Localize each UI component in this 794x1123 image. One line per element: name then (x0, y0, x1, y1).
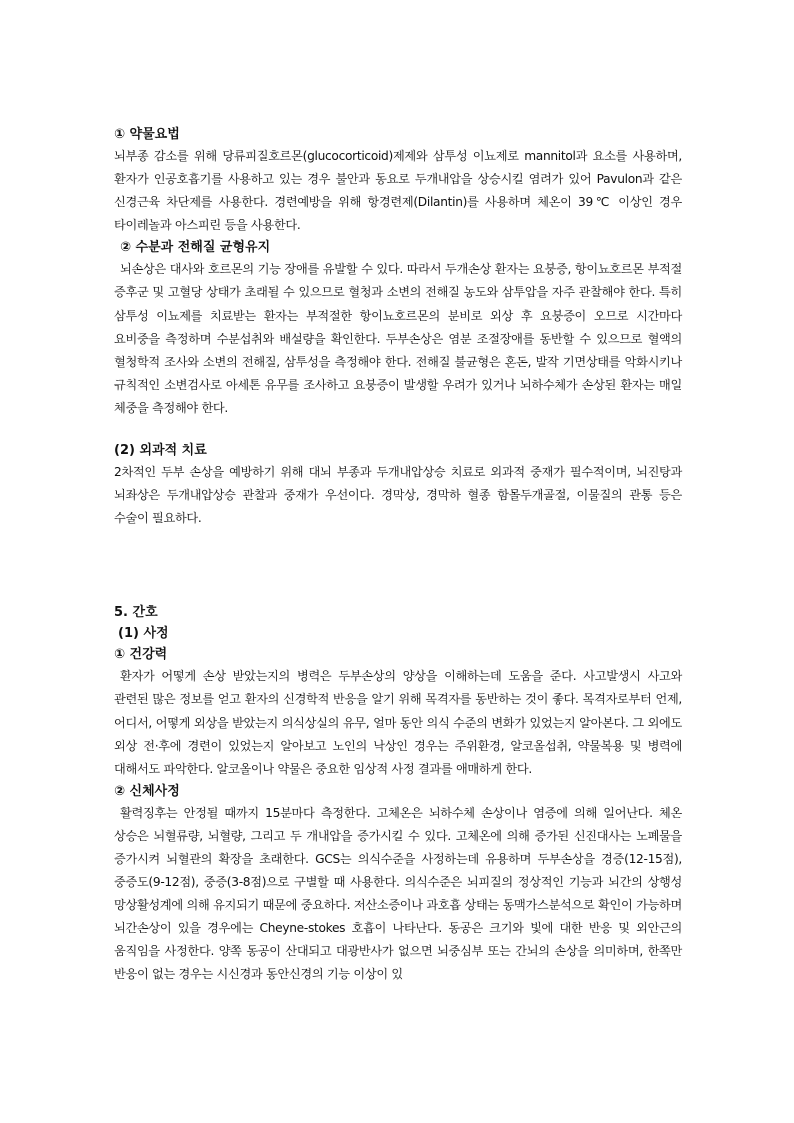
paragraph-health-history: 환자가 어떻게 손상 받았는지의 병력은 두부손상의 양상을 이해하는데 도움을 준다. 사고발생시 사고와 관련된 많은 정보를 얻고 환자의 신경학적 반응을 알기 위해 목격자를 동반하는 것이 좋다. 목격자로부터 언제, 어디서, 어떻게 외상을 받았는지 의식상실의 유무, 얼마 동안 의식 수준의 변화가 있었는지 알아본다. 그 외에도 외상 전·후에 경련이 있었는지 알아보고 노인의 낙상인 경우는 주위환경, 알코올섭취, 약물복용 및 병력에 대해서도 파악한다. 알코올이나 약물은 중요한 임상적 사정 결과를 애매하게 한다. (114, 669, 682, 776)
item-heading-health-history: ① 건강력 (114, 647, 168, 663)
section-heading-nursing: 5. 간호 (114, 605, 158, 621)
section-heading-surgical-treatment: (2) 외과적 치료 (114, 443, 207, 459)
item-heading-physical-assessment: ② 신체사정 (114, 783, 180, 799)
section-heading-fluid-electrolyte: ② 수분과 전해질 균형유지 (120, 240, 271, 256)
document-page (114, 124, 682, 987)
paragraph-fluid-electrolyte: 뇌손상은 대사와 호르몬의 기능 장애를 유발할 수 있다. 따라서 두개손상 환자는 요붕증, 항이뇨호르몬 부적절 증후군 및 고혈당 상태가 초래될 수 있으므로 혈청과 소변의 전해질 농도와 삼투압을 자주 관찰해야 한다. 특히 삼투성 이뇨제를 치료받는 환자는 부적절한 항이뇨호르몬의 분비로 외상 후 요붕증이 오므로 시간마다 요비중을 측정하며 수분섭취와 배설량을 확인한다. 두부손상은 염분 조절장애를 동반할 수 있으므로 혈액의 혈청학적 조사와 소변의 전해질, 삼투성을 측정해야 한다. 전해질 불균형은 혼돈, 발작 기면상태를 악화시키나 규칙적인 소변검사로 아세톤 유무를 조사하고 요붕증이 발생할 우려가 있거나 뇌하수체가 손상된 환자는 매일 체중을 측정해야 한다. (114, 262, 682, 415)
section-heading-drug-therapy: ① 약물요법 (114, 127, 180, 142)
paragraph-drug-therapy: 뇌부종 감소를 위해 당류피질호르몬(glucocorticoid)제제와 삼투성 이뇨제로 mannitol과 요소를 사용하며, 환자가 인공호흡기를 사용하고 있는 경우 불안과 동요로 두개내압을 상승시킬 염려가 있어 Pavulon과 같은 신경근육 차단제를 사용한다. 경련예방을 위해 항경련제(Dilantin)를 사용하며 체온이 39℃ 이상인 경우 타이레놀과 아스피린 등을 사용한다. (114, 149, 682, 233)
paragraph-surgical-treatment: 2차적인 두부 손상을 예방하기 위해 대뇌 부종과 두개내압상승 치료로 외과적 중재가 필수적이며, 뇌진탕과 뇌좌상은 두개내압상승 관찰과 중재가 우선이다. 경막상, 경막하 혈종 함몰두개골절, 이물질의 관통 등은 수술이 필요하다. (114, 465, 682, 526)
paragraph-physical-assessment: 활력징후는 안정될 때까지 15분마다 측정한다. 고체온은 뇌하수체 손상이나 염증에 의해 일어난다. 체온 상승은 뇌혈류량, 뇌혈량, 그리고 두 개내압을 증가시킬 수 있다. 고체온에 의해 증가된 신진대사는 노폐물을 증가시켜 뇌혈관의 확장을 초래한다. GCS는 의식수준을 사정하는데 유용하며 두부손상을 경증(12-15점), 중증도(9-12점), 중증(3-8점)으로 구별할 때 사용한다. 의식수준은 뇌피질의 정상적인 기능과 뇌간의 상행성 망상활성계에 의해 유지되기 때문에 중요하다. 저산소증이나 과호흡 상태는 동맥가스분석으로 확인이 가능하며 뇌간손상이 있을 경우에는 Cheyne-stokes 호흡이 나타난다. 동공은 크기와 빛에 대한 반응 및 외안근의 움직임을 사정한다. 양쪽 동공이 산대되고 대광반사가 없으면 뇌중심부 또는 간뇌의 손상을 의미하며, 한쪽만 반응이 없는 경우는 시신경과 동안신경의 기능 이상이 있 (114, 805, 682, 982)
subheading-assessment: (1) 사정 (118, 626, 169, 642)
